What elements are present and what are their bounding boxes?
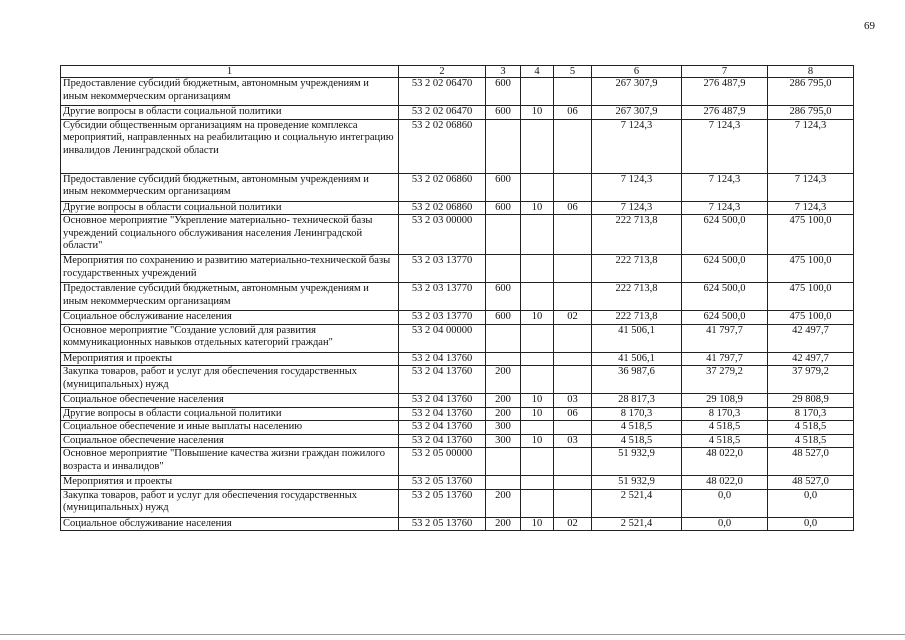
row-amount-year3: 42 497,7 [768, 324, 854, 352]
row-expense-type: 200 [486, 489, 521, 517]
row-amount-year3: 286 795,0 [768, 78, 854, 106]
row-name: Субсидии общественным организациям на проведение комплекса мероприятий, направленных на реабилитацию и социальную интеграцию инвалидов Ленинградской области [61, 119, 399, 173]
row-section: 10 [521, 394, 554, 408]
row-subsection: 02 [554, 311, 592, 325]
table-row [61, 434, 854, 448]
row-amount-year2: 29 108,9 [682, 394, 768, 408]
row-section [521, 283, 554, 311]
row-amount-year1: 51 932,9 [592, 476, 682, 490]
row-code: 53 2 04 13760 [399, 434, 486, 448]
row-amount-year3: 475 100,0 [768, 215, 854, 255]
row-name: Мероприятия и проекты [61, 352, 399, 366]
row-amount-year1: 51 932,9 [592, 448, 682, 476]
column-header: 8 [768, 66, 854, 78]
row-expense-type: 200 [486, 366, 521, 394]
row-section [521, 324, 554, 352]
row-amount-year1: 41 506,1 [592, 324, 682, 352]
row-code: 53 2 02 06860 [399, 119, 486, 173]
row-section: 10 [521, 517, 554, 531]
row-section [521, 489, 554, 517]
row-amount-year2: 624 500,0 [682, 255, 768, 283]
header-row [61, 66, 854, 78]
row-expense-type: 200 [486, 517, 521, 531]
row-amount-year3: 475 100,0 [768, 283, 854, 311]
row-section [521, 119, 554, 173]
row-expense-type: 300 [486, 434, 521, 448]
row-amount-year2: 4 518,5 [682, 434, 768, 448]
row-amount-year1: 8 170,3 [592, 407, 682, 421]
row-amount-year1: 2 521,4 [592, 517, 682, 531]
row-amount-year3: 4 518,5 [768, 434, 854, 448]
row-name: Другие вопросы в области социальной политики [61, 201, 399, 215]
row-amount-year3: 7 124,3 [768, 173, 854, 201]
row-subsection [554, 352, 592, 366]
row-section [521, 173, 554, 201]
table-row [61, 106, 854, 120]
row-amount-year1: 7 124,3 [592, 119, 682, 173]
row-section: 10 [521, 434, 554, 448]
row-code: 53 2 02 06470 [399, 78, 486, 106]
row-amount-year1: 36 987,6 [592, 366, 682, 394]
row-section [521, 421, 554, 435]
row-section [521, 78, 554, 106]
row-expense-type [486, 324, 521, 352]
row-expense-type [486, 215, 521, 255]
row-amount-year2: 37 279,2 [682, 366, 768, 394]
table-row [61, 394, 854, 408]
column-header: 1 [61, 66, 399, 78]
row-amount-year3: 475 100,0 [768, 255, 854, 283]
row-amount-year2: 276 487,9 [682, 106, 768, 120]
row-section: 10 [521, 201, 554, 215]
row-section [521, 366, 554, 394]
row-subsection [554, 366, 592, 394]
row-name: Основное мероприятие "Укрепление материально- технической базы учреждений социального обслуживания населения Ленинградской области" [61, 215, 399, 255]
row-subsection [554, 215, 592, 255]
row-name: Закупка товаров, работ и услуг для обеспечения государственных (муниципальных) нужд [61, 489, 399, 517]
table-row [61, 448, 854, 476]
row-amount-year3: 29 808,9 [768, 394, 854, 408]
row-amount-year1: 222 713,8 [592, 255, 682, 283]
row-code: 53 2 03 13770 [399, 283, 486, 311]
row-subsection [554, 119, 592, 173]
budget-table [60, 65, 854, 531]
row-code: 53 2 04 13760 [399, 394, 486, 408]
table-row [61, 255, 854, 283]
row-section: 10 [521, 407, 554, 421]
row-amount-year1: 4 518,5 [592, 434, 682, 448]
table-row [61, 119, 854, 173]
row-subsection [554, 476, 592, 490]
row-amount-year3: 475 100,0 [768, 311, 854, 325]
row-expense-type: 600 [486, 173, 521, 201]
table-row [61, 311, 854, 325]
row-amount-year1: 2 521,4 [592, 489, 682, 517]
row-amount-year3: 37 979,2 [768, 366, 854, 394]
row-name: Другие вопросы в области социальной политики [61, 407, 399, 421]
column-header: 3 [486, 66, 521, 78]
row-expense-type [486, 476, 521, 490]
row-section [521, 352, 554, 366]
row-subsection: 03 [554, 434, 592, 448]
row-subsection [554, 255, 592, 283]
row-code: 53 2 05 00000 [399, 448, 486, 476]
row-code: 53 2 05 13760 [399, 489, 486, 517]
table-row [61, 215, 854, 255]
row-name: Мероприятия и проекты [61, 476, 399, 490]
table-row [61, 78, 854, 106]
row-code: 53 2 04 13760 [399, 352, 486, 366]
row-amount-year1: 222 713,8 [592, 311, 682, 325]
row-amount-year3: 0,0 [768, 517, 854, 531]
table-row [61, 421, 854, 435]
row-expense-type: 600 [486, 201, 521, 215]
column-header: 6 [592, 66, 682, 78]
row-name: Другие вопросы в области социальной политики [61, 106, 399, 120]
row-name: Закупка товаров, работ и услуг для обеспечения государственных (муниципальных) нужд [61, 366, 399, 394]
row-amount-year3: 48 527,0 [768, 476, 854, 490]
row-expense-type [486, 448, 521, 476]
row-amount-year1: 4 518,5 [592, 421, 682, 435]
row-amount-year1: 267 307,9 [592, 106, 682, 120]
row-code: 53 2 04 13760 [399, 366, 486, 394]
row-code: 53 2 02 06860 [399, 173, 486, 201]
row-section: 10 [521, 106, 554, 120]
row-subsection [554, 173, 592, 201]
row-code: 53 2 03 13770 [399, 311, 486, 325]
row-amount-year1: 7 124,3 [592, 173, 682, 201]
row-code: 53 2 03 13770 [399, 255, 486, 283]
row-expense-type: 600 [486, 78, 521, 106]
row-expense-type: 600 [486, 311, 521, 325]
row-amount-year1: 267 307,9 [592, 78, 682, 106]
row-code: 53 2 02 06470 [399, 106, 486, 120]
row-name: Социальное обслуживание населения [61, 311, 399, 325]
row-name: Предоставление субсидий бюджетным, автономным учреждениям и иным некоммерческим организациям [61, 283, 399, 311]
column-header: 2 [399, 66, 486, 78]
row-code: 53 2 05 13760 [399, 476, 486, 490]
row-section [521, 215, 554, 255]
row-section [521, 255, 554, 283]
row-amount-year3: 7 124,3 [768, 201, 854, 215]
table-row [61, 407, 854, 421]
row-code: 53 2 02 06860 [399, 201, 486, 215]
row-subsection [554, 324, 592, 352]
row-amount-year2: 41 797,7 [682, 324, 768, 352]
row-expense-type: 200 [486, 407, 521, 421]
row-name: Основное мероприятие "Создание условий для развития коммуникационных навыков отдельных категорий граждан" [61, 324, 399, 352]
footer-divider [0, 634, 905, 635]
row-name: Социальное обеспечение и иные выплаты населению [61, 421, 399, 435]
row-amount-year2: 41 797,7 [682, 352, 768, 366]
row-subsection: 02 [554, 517, 592, 531]
row-amount-year2: 624 500,0 [682, 215, 768, 255]
row-amount-year2: 7 124,3 [682, 119, 768, 173]
row-amount-year1: 222 713,8 [592, 283, 682, 311]
row-amount-year2: 4 518,5 [682, 421, 768, 435]
row-subsection [554, 448, 592, 476]
row-amount-year3: 8 170,3 [768, 407, 854, 421]
row-section [521, 448, 554, 476]
row-subsection [554, 489, 592, 517]
row-amount-year1: 28 817,3 [592, 394, 682, 408]
row-amount-year3: 0,0 [768, 489, 854, 517]
table-row [61, 352, 854, 366]
row-subsection [554, 78, 592, 106]
row-subsection: 06 [554, 106, 592, 120]
row-amount-year3: 48 527,0 [768, 448, 854, 476]
row-name: Предоставление субсидий бюджетным, автономным учреждениям и иным некоммерческим организациям [61, 173, 399, 201]
table-row [61, 283, 854, 311]
row-code: 53 2 04 00000 [399, 324, 486, 352]
row-amount-year2: 276 487,9 [682, 78, 768, 106]
row-section: 10 [521, 311, 554, 325]
row-code: 53 2 05 13760 [399, 517, 486, 531]
table-row [61, 517, 854, 531]
row-amount-year3: 4 518,5 [768, 421, 854, 435]
column-header: 7 [682, 66, 768, 78]
row-subsection [554, 283, 592, 311]
row-amount-year2: 7 124,3 [682, 173, 768, 201]
row-expense-type: 600 [486, 283, 521, 311]
row-amount-year2: 48 022,0 [682, 448, 768, 476]
row-code: 53 2 03 00000 [399, 215, 486, 255]
row-subsection: 06 [554, 201, 592, 215]
row-expense-type: 600 [486, 106, 521, 120]
row-amount-year3: 286 795,0 [768, 106, 854, 120]
row-amount-year1: 222 713,8 [592, 215, 682, 255]
table-row [61, 173, 854, 201]
row-expense-type [486, 119, 521, 173]
row-amount-year2: 624 500,0 [682, 283, 768, 311]
column-header: 4 [521, 66, 554, 78]
row-amount-year2: 0,0 [682, 517, 768, 531]
row-section [521, 476, 554, 490]
row-expense-type [486, 255, 521, 283]
table-row [61, 324, 854, 352]
row-amount-year2: 7 124,3 [682, 201, 768, 215]
row-amount-year2: 48 022,0 [682, 476, 768, 490]
table-row [61, 476, 854, 490]
row-amount-year3: 7 124,3 [768, 119, 854, 173]
row-name: Социальное обеспечение населения [61, 394, 399, 408]
row-expense-type: 200 [486, 394, 521, 408]
row-name: Предоставление субсидий бюджетным, автономным учреждениям и иным некоммерческим организациям [61, 78, 399, 106]
row-amount-year2: 0,0 [682, 489, 768, 517]
row-amount-year1: 41 506,1 [592, 352, 682, 366]
table-row [61, 201, 854, 215]
row-amount-year1: 7 124,3 [592, 201, 682, 215]
row-name: Мероприятия по сохранению и развитию материально-технической базы государственных учреждений [61, 255, 399, 283]
table-row [61, 366, 854, 394]
row-code: 53 2 04 13760 [399, 407, 486, 421]
page-number: 69 [864, 20, 875, 32]
row-amount-year3: 42 497,7 [768, 352, 854, 366]
row-subsection: 06 [554, 407, 592, 421]
row-code: 53 2 04 13760 [399, 421, 486, 435]
row-subsection: 03 [554, 394, 592, 408]
row-expense-type: 300 [486, 421, 521, 435]
row-amount-year2: 8 170,3 [682, 407, 768, 421]
column-header: 5 [554, 66, 592, 78]
row-name: Основное мероприятие "Повышение качества жизни граждан пожилого возраста и инвалидов" [61, 448, 399, 476]
row-subsection [554, 421, 592, 435]
table-row [61, 489, 854, 517]
row-amount-year2: 624 500,0 [682, 311, 768, 325]
row-expense-type [486, 352, 521, 366]
row-name: Социальное обслуживание населения [61, 517, 399, 531]
row-name: Социальное обеспечение населения [61, 434, 399, 448]
